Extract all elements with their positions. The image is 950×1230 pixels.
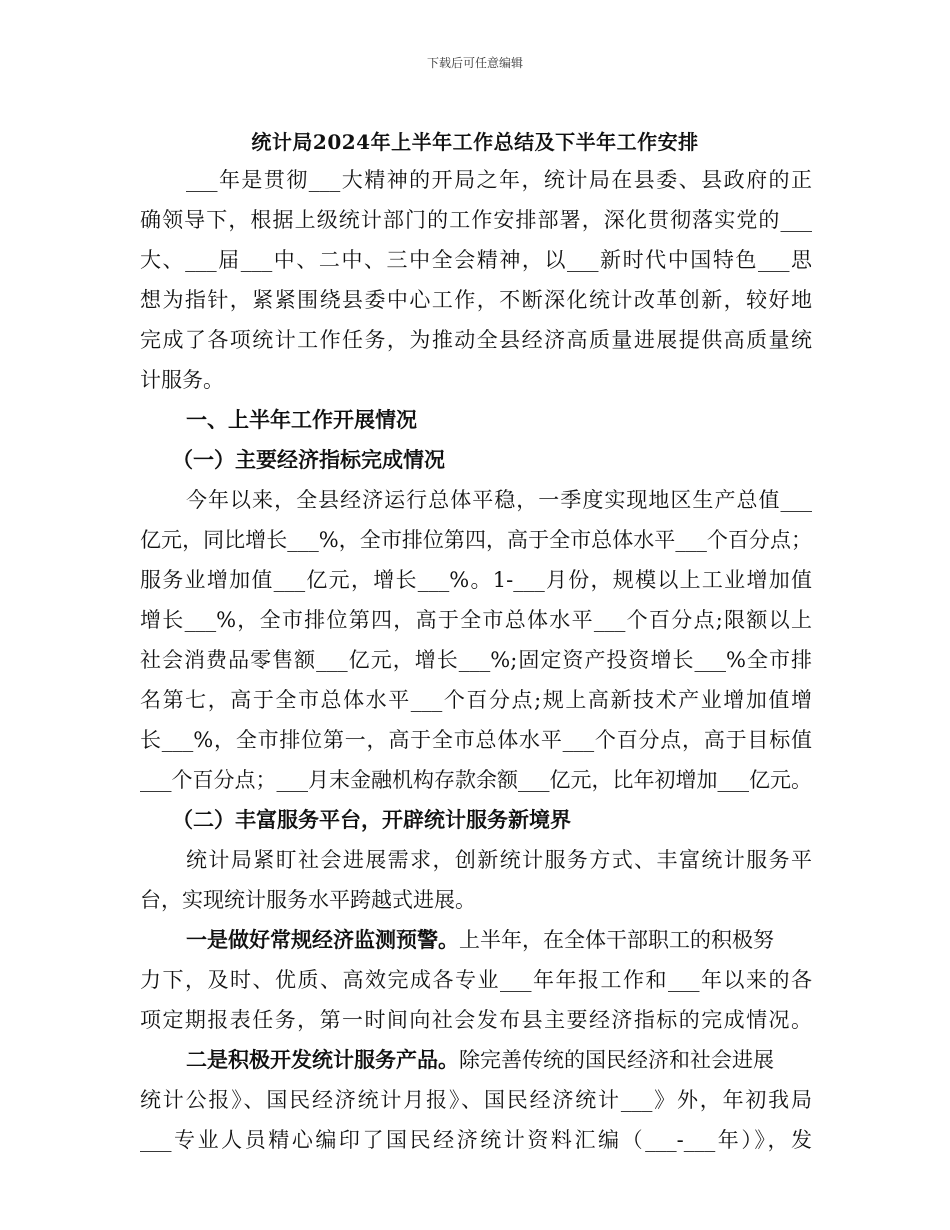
body-line: 想为指针，紧紧围绕县委中心工作，不断深化统计改革创新，较好地	[140, 288, 812, 312]
body-line: ___个百分点；___月末金融机构存款余额___亿元，比年初增加___亿元。	[140, 768, 812, 792]
body-line: 统计局紧盯社会进展需求，创新统计服务方式、丰富统计服务平	[186, 848, 812, 872]
body-text: 除完善传统的国民经济和社会进展	[459, 1048, 774, 1072]
body-line: 增长___%，全市排位第四，高于全市总体水平___个百分点;限额以上	[140, 608, 812, 632]
body-line	[140, 920, 812, 960]
body-line: 计服务。	[140, 368, 224, 392]
body-line: 统计公报》、国民经济统计月报》、国民经济统计___》外，年初我局	[140, 1088, 812, 1112]
body-line: 确领导下，根据上级统计部门的工作安排部署，深化贯彻落实党的___	[140, 208, 812, 232]
body-line: 长___%，全市排位第一，高于全市总体水平___个百分点，高于目标值	[140, 728, 812, 752]
body-line: 大、___届___中、二中、三中全会精神，以___新时代中国特色___思	[140, 248, 812, 272]
body-line: 亿元，同比增长___%，全市排位第四，高于全市总体水平___个百分点；	[140, 528, 812, 552]
document-body	[140, 160, 812, 1160]
bold-lead: 一是做好常规经济监测预警。	[186, 927, 459, 952]
section-heading: 一、上半年工作开展情况	[186, 407, 417, 432]
body-line: ___年是贯彻___大精神的开局之年，统计局在县委、县政府的正	[186, 168, 812, 192]
body-line: 完成了各项统计工作任务，为推动全县经济高质量进展提供高质量统	[140, 328, 812, 352]
subsection-heading: （二）丰富服务平台，开辟统计服务新境界	[172, 807, 571, 832]
body-line: 今年以来，全县经济运行总体平稳，一季度实现地区生产总值___	[186, 488, 812, 512]
body-line	[140, 1040, 812, 1080]
body-line: 项定期报表任务，第一时间向社会发布县主要经济指标的完成情况。	[140, 1008, 812, 1032]
body-line: ___专业人员精心编印了国民经济统计资料汇编（___-___年）》，发	[140, 1128, 812, 1152]
page-header: 下载后可任意编辑	[426, 56, 523, 70]
body-line: 台，实现统计服务水平跨越式进展。	[140, 888, 476, 912]
document-title: 统计局2024年上半年工作总结及下半年工作安排	[251, 130, 699, 154]
body-line: 社会消费品零售额___亿元，增长___%;固定资产投资增长___%全市排	[140, 648, 812, 672]
body-line: 名第七，高于全市总体水平___个百分点;规上高新技术产业增加值增	[140, 688, 812, 712]
subsection-heading: （一）主要经济指标完成情况	[172, 447, 445, 472]
body-line: 服务业增加值___亿元，增长___%。1-___月份，规模以上工业增加值	[140, 568, 812, 592]
body-text: 上半年，在全体干部职工的积极努	[459, 928, 774, 952]
bold-lead: 二是积极开发统计服务产品。	[186, 1047, 459, 1072]
body-line: 力下，及时、优质、高效完成各专业___年年报工作和___年以来的各	[140, 968, 812, 992]
